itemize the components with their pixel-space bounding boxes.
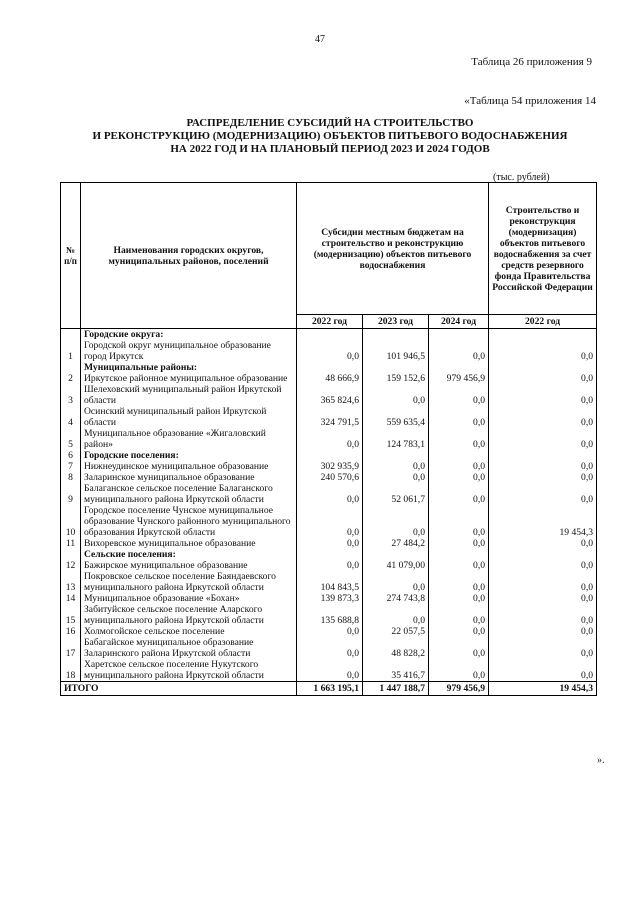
row-number: 6 [61,450,81,461]
value-2022: 324 791,5 [297,406,363,428]
municipality-name: Бажирское муниципальное образование [81,560,297,571]
table-row [61,637,597,659]
row-number: 5 [61,428,81,450]
value-2022: 0,0 [297,340,363,362]
value-2023: 124 783,1 [363,428,429,450]
value-2024: 0,0 [429,461,489,472]
municipality-name: Холмогойское сельское поселение [81,626,297,637]
row-number: 11 [61,538,81,549]
municipality-name: Городской округ муниципальное образование город Иркутск [81,340,297,362]
value-2024: 0,0 [429,483,489,505]
section-row [61,549,597,560]
value-reserve-2022: 0,0 [489,483,597,505]
value-2023: 0,0 [363,384,429,406]
total-reserve-2022: 19 454,3 [489,682,597,696]
municipality-name: Муниципальное образование «Бохан» [81,593,297,604]
value-2023: 35 416,7 [363,659,429,682]
row-number: 4 [61,406,81,428]
value-2022: 0,0 [297,626,363,637]
header-reserve-fund: Строительство и реконструкция (модернизация) объектов питьевого водоснабжения за счет средств резервного фонда Правительства Российской Федерации [489,183,597,315]
value-2024 [429,549,489,560]
municipality-name: Харетское сельское поселение Нукутского муниципального района Иркутской области [81,659,297,682]
value-reserve-2022: 0,0 [489,560,597,571]
value-2022: 0,0 [297,428,363,450]
table-row [61,461,597,472]
value-2024: 0,0 [429,604,489,626]
value-reserve-2022 [489,450,597,461]
value-reserve-2022: 0,0 [489,340,597,362]
total-label: ИТОГО [61,682,297,696]
value-2022: 104 843,5 [297,571,363,593]
value-reserve-2022: 19 454,3 [489,505,597,538]
table-row [61,406,597,428]
municipality-name: Иркутское районное муниципальное образование [81,373,297,384]
value-reserve-2022: 0,0 [489,472,597,483]
total-2023: 1 447 188,7 [363,682,429,696]
table-row [61,560,597,571]
value-2022: 0,0 [297,505,363,538]
section-row [61,450,597,461]
header-year-2022: 2022 год [297,315,363,329]
row-number: 13 [61,571,81,593]
value-2024: 0,0 [429,593,489,604]
closing-quote-mark: ». [597,755,605,766]
value-2023: 0,0 [363,571,429,593]
row-number: 9 [61,483,81,505]
value-reserve-2022: 0,0 [489,538,597,549]
value-2023: 101 946,5 [363,340,429,362]
value-reserve-2022: 0,0 [489,428,597,450]
row-number: 18 [61,659,81,682]
value-2024: 0,0 [429,384,489,406]
value-2023: 274 743,8 [363,593,429,604]
municipality-name: Шелеховский муниципальный район Иркутской области [81,384,297,406]
table-row [61,626,597,637]
value-2023 [363,362,429,373]
table-row [61,373,597,384]
value-2023: 52 061,7 [363,483,429,505]
row-number: 3 [61,384,81,406]
value-2024: 0,0 [429,428,489,450]
section-title: Городские округа: [81,329,297,341]
municipality-name: Бабагайское муниципальное образование Заларинского района Иркутской области [81,637,297,659]
value-reserve-2022 [489,362,597,373]
section-title: Сельские поселения: [81,549,297,560]
row-number: 8 [61,472,81,483]
total-2022: 1 663 195,1 [297,682,363,696]
page-number: 47 [315,34,325,45]
total-row [61,682,597,696]
row-number: 2 [61,373,81,384]
value-2022: 0,0 [297,560,363,571]
value-2024: 0,0 [429,626,489,637]
value-2024: 0,0 [429,659,489,682]
document-title [60,117,600,156]
municipality-name: Заларинское муниципальное образование [81,472,297,483]
value-2023 [363,329,429,341]
municipality-name: Покровское сельское поселение Баяндаевского муниципального района Иркутской области [81,571,297,593]
value-reserve-2022: 0,0 [489,571,597,593]
header-subsidies: Субсидии местным бюджетам на строительство и реконструкцию (модернизацию) объектов питьевого водоснабжения [297,183,489,315]
table-row [61,340,597,362]
value-2023: 559 635,4 [363,406,429,428]
value-2023: 27 484,2 [363,538,429,549]
value-2023: 0,0 [363,505,429,538]
value-reserve-2022: 0,0 [489,461,597,472]
value-2024: 0,0 [429,571,489,593]
value-2023 [363,549,429,560]
title-line-3: НА 2022 ГОД И НА ПЛАНОВЫЙ ПЕРИОД 2023 И 2024 ГОДОВ [170,143,490,155]
value-2022: 48 666,9 [297,373,363,384]
value-2023: 0,0 [363,461,429,472]
value-2023: 22 057,5 [363,626,429,637]
value-reserve-2022: 0,0 [489,637,597,659]
table-row [61,538,597,549]
table-reference: «Таблица 54 приложения 14 [464,95,596,107]
value-2024 [429,450,489,461]
table-row [61,659,597,682]
header-year-2023: 2023 год [363,315,429,329]
header-year-2024: 2024 год [429,315,489,329]
table-row [61,571,597,593]
title-line-2: И РЕКОНСТРУКЦИЮ (МОДЕРНИЗАЦИЮ) ОБЪЕКТОВ ПИТЬЕВОГО ВОДОСНАБЖЕНИЯ [92,130,568,142]
table-row [61,384,597,406]
value-2024: 0,0 [429,340,489,362]
value-2022: 302 935,9 [297,461,363,472]
value-2023: 0,0 [363,472,429,483]
value-2022: 365 824,6 [297,384,363,406]
header-number: № п/п [61,183,81,329]
units-label: (тыс. рублей) [493,172,550,183]
value-2023 [363,450,429,461]
value-2022 [297,450,363,461]
value-reserve-2022: 0,0 [489,626,597,637]
value-2022: 0,0 [297,659,363,682]
value-2024: 0,0 [429,406,489,428]
value-reserve-2022: 0,0 [489,604,597,626]
row-number: 1 [61,340,81,362]
table-row [61,472,597,483]
municipality-name: Городское поселение Чунское муниципальное образование Чунского районного муниципального образования Иркутской области [81,505,297,538]
value-2024: 0,0 [429,637,489,659]
value-2023: 0,0 [363,604,429,626]
section-title: Городские поселения: [81,450,297,461]
row-number: 14 [61,593,81,604]
value-2022: 0,0 [297,483,363,505]
value-2022 [297,362,363,373]
municipality-name: Забитуйское сельское поселение Аларского муниципального района Иркутской области [81,604,297,626]
section-row [61,329,597,341]
table-row [61,428,597,450]
value-reserve-2022 [489,549,597,560]
row-number [61,329,81,341]
row-number: 16 [61,626,81,637]
row-number [61,549,81,560]
row-number: 17 [61,637,81,659]
header-name: Наименования городских округов, муниципальных районов, поселений [81,183,297,329]
row-number: 15 [61,604,81,626]
value-2024 [429,329,489,341]
title-line-1: РАСПРЕДЕЛЕНИЕ СУБСИДИЙ НА СТРОИТЕЛЬСТВО [186,117,474,129]
value-reserve-2022: 0,0 [489,373,597,384]
municipality-name: Осинский муниципальный район Иркутской области [81,406,297,428]
row-number: 12 [61,560,81,571]
municipality-name: Балаганское сельское поселение Балаганского муниципального района Иркутской области [81,483,297,505]
row-number [61,362,81,373]
value-2022 [297,329,363,341]
subsidy-table [60,182,597,696]
value-2022: 0,0 [297,637,363,659]
row-number: 7 [61,461,81,472]
value-2024: 0,0 [429,472,489,483]
value-2024: 0,0 [429,538,489,549]
value-reserve-2022: 0,0 [489,384,597,406]
table-row [61,593,597,604]
value-2023: 159 152,6 [363,373,429,384]
appendix-reference: Таблица 26 приложения 9 [471,56,592,68]
value-reserve-2022: 0,0 [489,659,597,682]
value-2022: 240 570,6 [297,472,363,483]
value-2023: 41 079,00 [363,560,429,571]
municipality-name: Муниципальное образование «Жигаловский район» [81,428,297,450]
row-number: 10 [61,505,81,538]
total-2024: 979 456,9 [429,682,489,696]
section-title: Муниципальные районы: [81,362,297,373]
value-2023: 48 828,2 [363,637,429,659]
value-reserve-2022: 0,0 [489,406,597,428]
value-reserve-2022: 0,0 [489,593,597,604]
value-2022: 0,0 [297,538,363,549]
value-2022 [297,549,363,560]
value-2022: 139 873,3 [297,593,363,604]
value-reserve-2022 [489,329,597,341]
municipality-name: Вихоревское муниципальное образование [81,538,297,549]
value-2022: 135 688,8 [297,604,363,626]
value-2024: 979 456,9 [429,373,489,384]
value-2024: 0,0 [429,560,489,571]
header-reserve-year-2022: 2022 год [489,315,597,329]
municipality-name: Нижнеудинское муниципальное образование [81,461,297,472]
value-2024 [429,362,489,373]
table-row [61,483,597,505]
section-row [61,362,597,373]
table-row [61,505,597,538]
table-row [61,604,597,626]
value-2024: 0,0 [429,505,489,538]
